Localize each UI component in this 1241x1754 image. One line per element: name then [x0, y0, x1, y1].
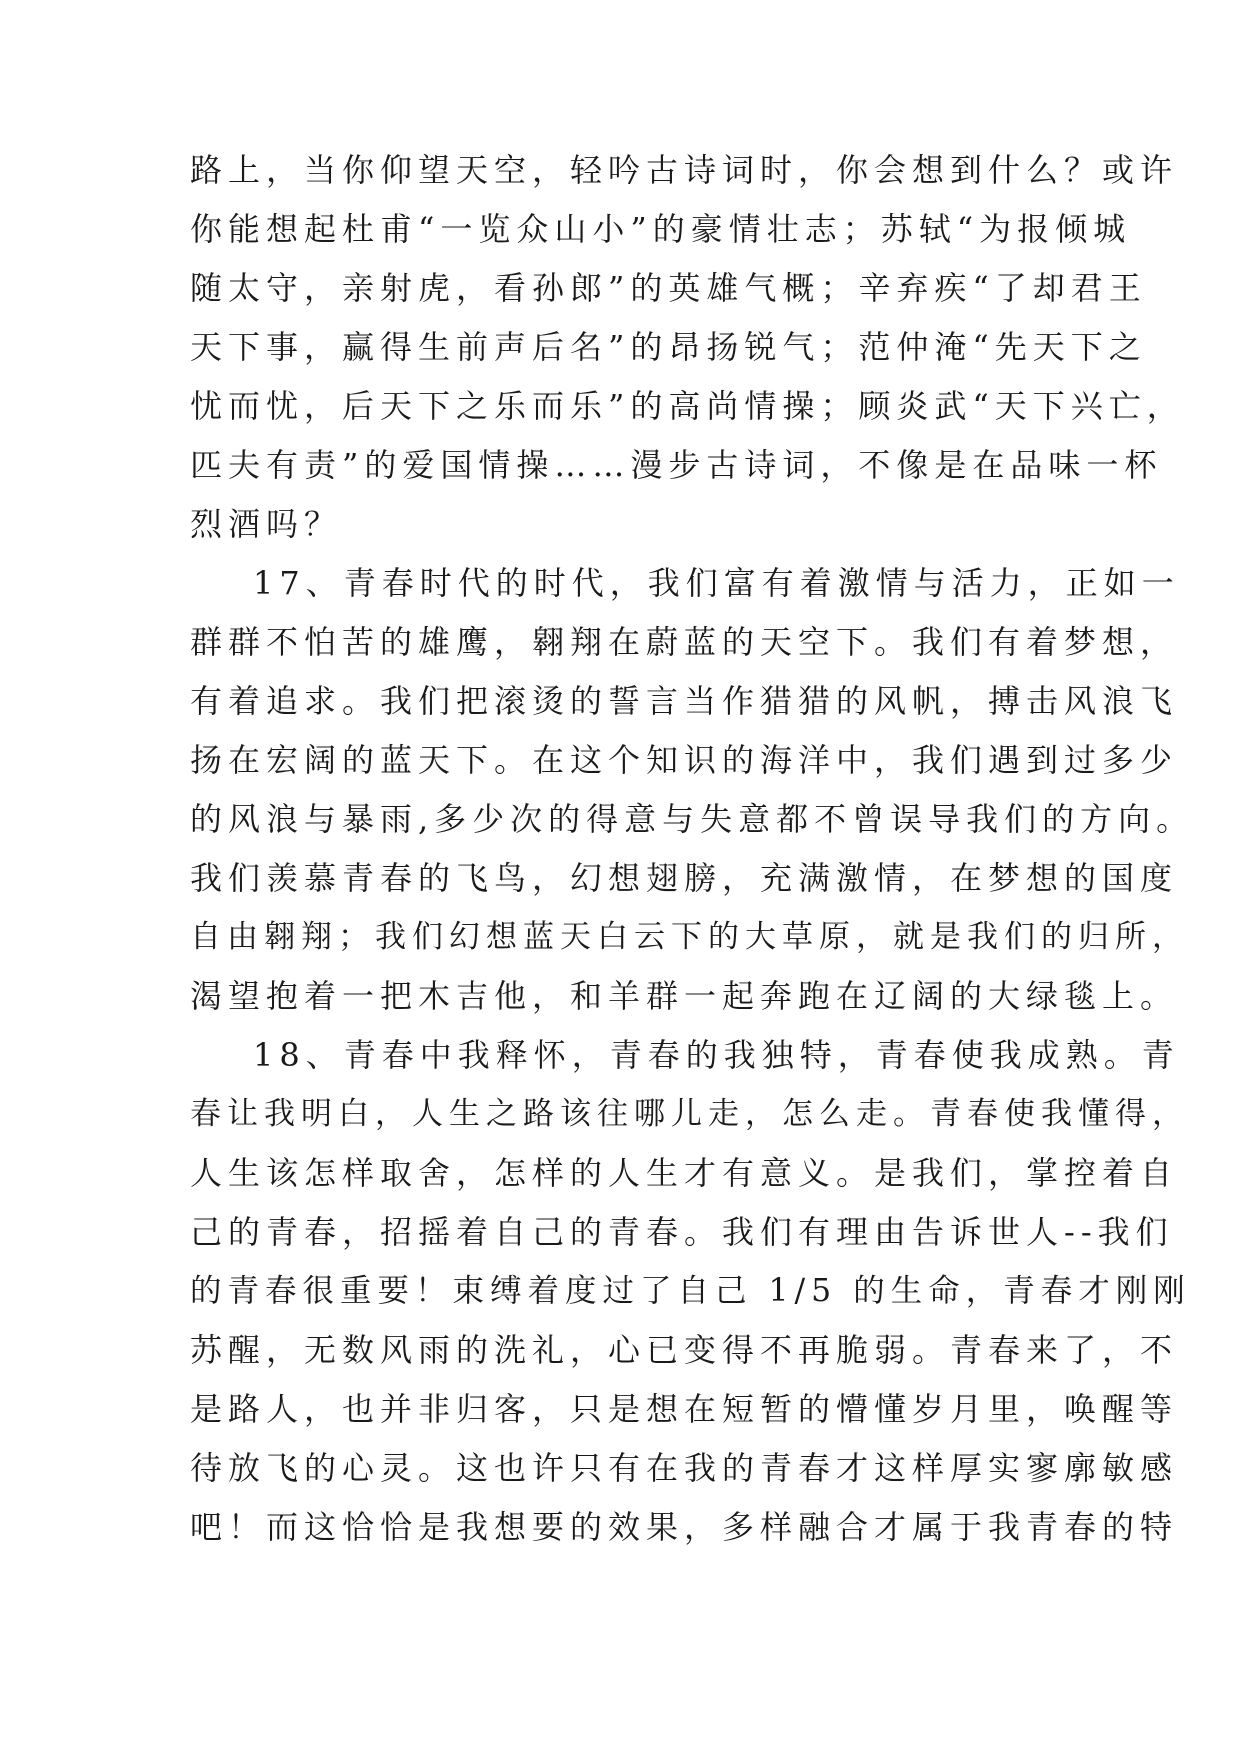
- text-line: 自由翱翔；我们幻想蓝天白云下的大草原，就是我们的归所，: [190, 919, 1189, 955]
- text-line: 待放飞的心灵。这也许只有在我的青春才这样厚实寥廓敏感: [190, 1449, 1179, 1487]
- text-line: 随太守，亲射虎，看孙郎”的英雄气概；辛弃疾“了却君王: [190, 269, 1147, 307]
- text-line: 吧！而这恰恰是我想要的效果，多样融合才属于我青春的特: [190, 1508, 1179, 1546]
- text-line: 天下事，赢得生前声后名”的昂扬锐气；范仲淹“先天下之: [190, 328, 1147, 366]
- text-line: 扬在宏阔的蓝天下。在这个知识的海洋中，我们遇到过多少: [190, 741, 1179, 779]
- text-line: 忧而忧，后天下之乐而乐”的高尚情操；顾炎武“天下兴亡，: [190, 387, 1185, 425]
- text-line: 渴望抱着一把木吉他，和羊群一起奔跑在辽阔的大绿毯上。: [190, 977, 1179, 1015]
- text-line: 路上，当你仰望天空，轻吟古诗词时，你会想到什么？或许: [190, 151, 1179, 189]
- text-line: 己的青春，招摇着自己的青春。我们有理由告诉世人--我们: [190, 1213, 1174, 1251]
- text-line: 的风浪与暴雨,多少次的得意与失意都不曾误导我们的方向。: [190, 800, 1195, 838]
- text-line: 匹夫有责”的爱国情操……漫步古诗词，不像是在品味一杯: [190, 446, 1163, 484]
- text-line: 是路人，也并非归客，只是想在短暂的懵懂岁月里，唤醒等: [190, 1390, 1179, 1428]
- text-line: 你能想起杜甫“一览众山小”的豪情壮志；苏轼“为报倾城: [190, 210, 1132, 248]
- text-line: 苏醒，无数风雨的洗礼，心已变得不再脆弱。青春来了，不: [190, 1331, 1179, 1369]
- text-line: 群群不怕苦的雄鹰，翱翔在蔚蓝的天空下。我们有着梦想，: [190, 623, 1179, 661]
- text-line: 我们羡慕青春的飞鸟，幻想翅膀，充满激情，在梦想的国度: [190, 859, 1179, 897]
- text-line: 春让我明白，人生之路该往哪儿走，怎么走。青春使我懂得，: [190, 1096, 1189, 1132]
- paragraph-18-first-line: 18、青春中我释怀，青春的我独特，青春使我成熟。青: [253, 1036, 1180, 1074]
- text-line: 人生该怎样取舍，怎样的人生才有意义。是我们，掌控着自: [190, 1154, 1179, 1192]
- paragraph-17-first-line: 17、青春时代的时代，我们富有着激情与活力，正如一: [253, 564, 1180, 602]
- text-line: 有着追求。我们把滚烫的誓言当作猎猎的风帆，搏击风浪飞: [190, 682, 1179, 720]
- text-line: 的青春很重要！束缚着度过了自己 1/5 的生命，青春才刚刚: [190, 1273, 1191, 1309]
- text-line: 烈酒吗？: [190, 505, 343, 543]
